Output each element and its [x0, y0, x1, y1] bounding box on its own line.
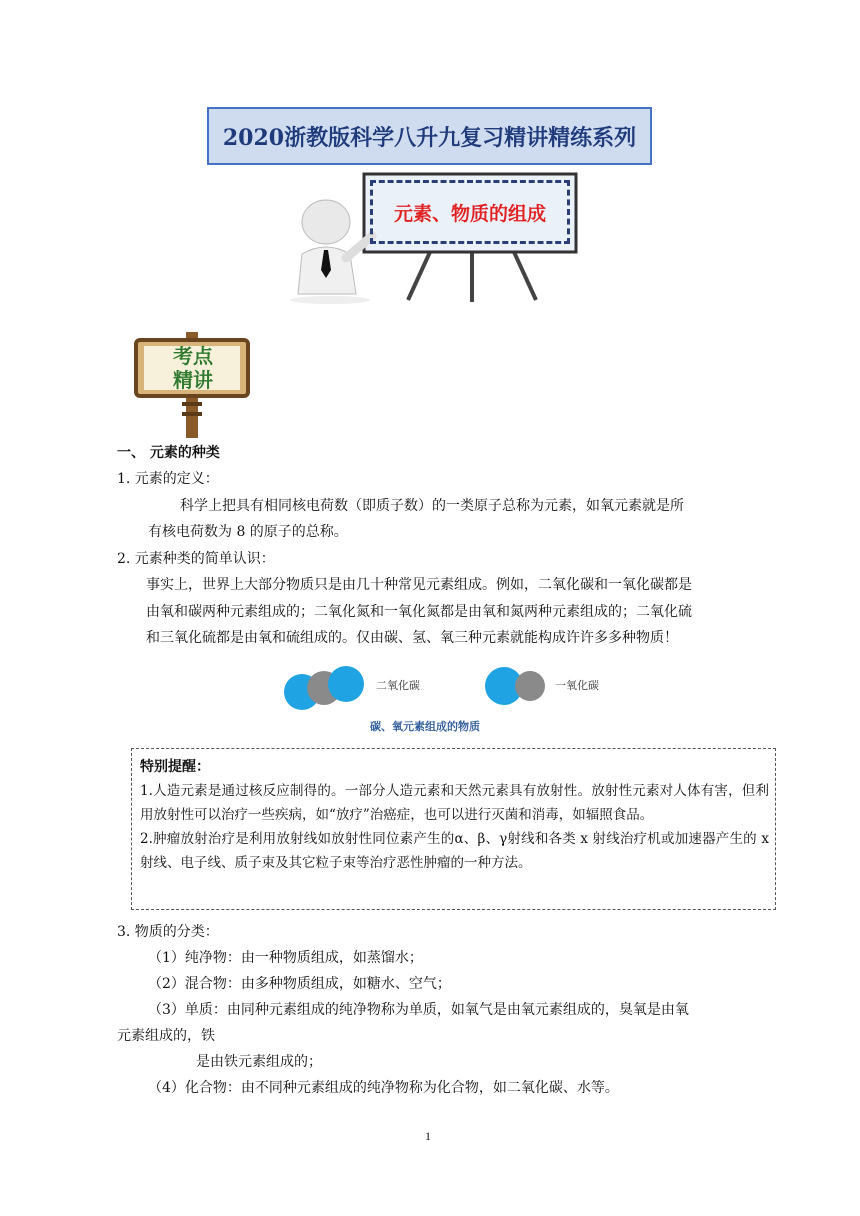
series-title: 2020浙教版科学八升九复习精讲精练系列 — [222, 124, 637, 151]
item1-line2: 有核电荷数为 8 的原子的总称。 — [148, 524, 348, 540]
item2-line1: 事实上，世界上大部分物质只是由几十种常见元素组成。例如，二氧化碳和一氧化碳都是 — [146, 577, 692, 593]
item1-heading: 1. 元素的定义： — [117, 471, 219, 487]
classification-line-2: （2）混合物：由多种物质组成，如糖水、空气； — [148, 976, 451, 992]
item1-line1: 科学上把具有相同核电荷数（即质子数）的一类原子总称为元素，如氧元素就是所 — [180, 498, 684, 514]
item2-heading: 2. 元素种类的简单认识： — [117, 551, 275, 567]
section-heading: 一、 元素的种类 — [117, 445, 220, 461]
item3-heading: 3. 物质的分类： — [117, 924, 219, 940]
co2-molecule — [284, 666, 364, 710]
kaodian-sign-text — [146, 344, 240, 392]
classification-line-1: （1）纯净物：由一种物质组成，如蒸馏水； — [148, 950, 423, 966]
co2-label: 二氧化碳 — [376, 679, 420, 692]
classification-line-3: （3）单质：由同种元素组成的纯净物称为单质，如氧气是由氧元素组成的，臭氧是由氧 — [148, 1002, 689, 1018]
sign-line-2: 精讲 — [173, 368, 213, 392]
co-molecule — [485, 667, 545, 705]
classification-line-6: （4）化合物：由不同种元素组成的纯净物称为化合物，如二氧化碳、水等。 — [148, 1080, 619, 1096]
molecule-figure — [276, 662, 576, 714]
topic-board — [370, 180, 570, 244]
page-number: 1 — [425, 1129, 431, 1143]
figure-caption: 碳、氧元素组成的物质 — [370, 720, 480, 733]
reminder-paragraph-2: 2.肿瘤放射治疗是利用放射线如放射性同位素产生的α、β、γ射线和各类 x 射线治疗机或加速器产生的 x 射线、电子线、质子束及其它粒子束等治疗恶性肿瘤的一种方法。 — [140, 831, 769, 871]
co-label: 一氧化碳 — [555, 679, 599, 692]
series-title-banner — [207, 107, 652, 165]
item2-line2: 由氧和碳两种元素组成的；二氧化氮和一氧化氮都是由氧和氮两种元素组成的；二氧化硫 — [146, 604, 692, 620]
classification-line-5: 是由铁元素组成的； — [196, 1054, 322, 1070]
classification-line-4: 元素组成的，铁 — [117, 1028, 215, 1044]
topic-title: 元素、物质的组成 — [393, 202, 546, 225]
sign-line-1: 考点 — [173, 344, 213, 368]
reminder-paragraph-1: 1.人造元素是通过核反应制得的。一部分人造元素和天然元素具有放射性。放射性元素对人体有害，但利用放射性可以治疗一些疾病，如“放疗”治癌症，也可以进行灭菌和消毒，如辐照食品。 — [140, 783, 769, 823]
reminder-heading: 特别提醒： — [140, 759, 210, 775]
special-reminder-box — [131, 748, 776, 910]
item2-line3: 和三氧化硫都是由氧和硫组成的。仅由碳、氢、氧三种元素就能构成许许多多种物质！ — [146, 630, 678, 646]
